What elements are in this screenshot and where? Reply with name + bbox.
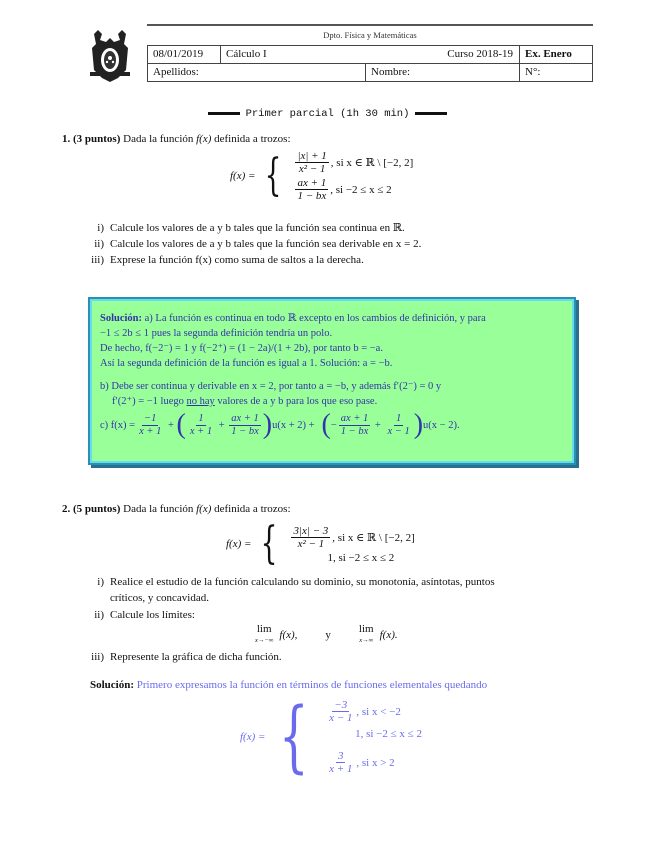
fraction-numerator: |x| + 1	[297, 150, 327, 162]
statement-text: definida a trozos:	[214, 133, 291, 145]
item-text: Exprese la función f(x) como suma de saltos a la derecha.	[110, 254, 364, 266]
item-label: i)	[97, 576, 104, 588]
function-cases	[325, 699, 422, 775]
left-brace: {	[261, 518, 278, 569]
department-name: Dpto. Física y Matemáticas	[323, 30, 417, 40]
fraction-denominator: x² − 1	[298, 163, 326, 175]
solution-a-line-4: Así la segunda definición de la función es igual a 1. Solución: a = −b.	[100, 358, 393, 369]
fraction-denominator: x − 1	[387, 425, 410, 437]
solution-c-formula: c) f(x) = $\frac{-1}{x + 1}$ + ( $\frac{1}{x + 1}$ + $\frac{ax + 1}{1 - bx}$ ) u(x + 2) + ( − $\frac{ax + 1}{1 - bx}$ + $\frac{1}{x - 1}$ ) u(x − 2).	[100, 409, 460, 440]
case-condition: , si x ∈ ℝ \ [−2, 2]	[332, 531, 415, 544]
section-title-bar-right	[415, 112, 447, 115]
item-label: i)	[97, 222, 104, 234]
item-label: ii)	[94, 238, 104, 250]
problem-2-statement	[62, 502, 291, 517]
statement-text: Dada la función	[123, 503, 194, 515]
problem-item	[80, 252, 580, 268]
subject-course-cell	[221, 46, 520, 64]
problem-item	[80, 574, 580, 590]
problem-1-function	[230, 150, 413, 202]
fraction-numerator: −3	[334, 699, 348, 711]
problem-2-function	[226, 518, 415, 569]
problem-2-number: 2.	[62, 503, 71, 515]
solution-b-line-1: b) Debe ser continua y derivable en x = 2, por tanto a = −b, y además f′(2⁻) = 0 y	[100, 381, 442, 392]
university-crest-logo	[88, 30, 132, 82]
fraction-denominator: x + 1	[329, 763, 353, 775]
problem-1-statement	[62, 132, 291, 147]
problem-item-continuation	[80, 590, 580, 606]
statement-fx: f(x)	[196, 133, 212, 145]
lim-function: f(x).	[379, 629, 398, 641]
function-case-1	[325, 699, 422, 724]
header-rule	[147, 24, 593, 26]
problem-2-solution-intro	[90, 679, 487, 691]
limit-2	[359, 624, 374, 646]
fraction-numerator: ax + 1	[231, 412, 259, 424]
item-label: iii)	[91, 651, 104, 663]
function-lhs: f(x) =	[230, 170, 256, 182]
problem-2-points: (5 puntos)	[73, 503, 121, 515]
item-text: críticos, y concavidad.	[110, 592, 209, 604]
student-number-field[interactable]: N°:	[520, 64, 593, 82]
solution-b-line-2	[100, 394, 564, 409]
function-case-1	[293, 150, 413, 175]
section-title	[0, 108, 655, 120]
solution-label: Solución:	[100, 313, 143, 324]
underlined-text: no hay	[186, 396, 215, 407]
exam-header-table	[147, 45, 593, 82]
solution-text: a) La función es continua en todo ℝ excepto en los cambios de definición, y para	[144, 313, 486, 324]
problem-1-solution-box	[88, 297, 576, 465]
statement-fx: f(x)	[196, 503, 212, 515]
fraction-numerator: −1	[144, 412, 157, 424]
fraction-denominator: x − 1	[329, 712, 353, 724]
case-condition: , si x > 2	[356, 756, 395, 769]
problem-item	[80, 649, 580, 665]
fraction-denominator: 1 − bx	[340, 425, 369, 437]
function-cases	[293, 150, 413, 202]
item-label: ii)	[94, 609, 104, 621]
step-function-term: u(x + 2) +	[272, 419, 315, 431]
function-lhs: f(x) =	[226, 538, 252, 550]
problem-item	[80, 220, 580, 236]
function-case-1	[289, 525, 414, 550]
fraction-denominator: x² − 1	[297, 537, 325, 550]
left-brace: {	[279, 692, 310, 782]
function-cases	[289, 525, 414, 564]
statement-text: Dada la función	[123, 133, 194, 145]
connector-text: y	[325, 629, 331, 641]
name-field[interactable]: Nombre:	[366, 64, 520, 82]
item-label: iii)	[91, 254, 104, 266]
item-text: Calcule los límites:	[110, 609, 195, 621]
case-condition: , si x < −2	[356, 705, 401, 718]
exam-session: Ex. Enero	[520, 46, 593, 64]
lim-subscript: x→−∞	[255, 637, 274, 644]
problem-2-solution-function	[240, 692, 422, 782]
lim-function: f(x),	[279, 629, 298, 641]
fraction-numerator: 3|x| − 3	[293, 524, 329, 537]
left-brace: {	[265, 150, 282, 201]
solution-a-line-2: −1 ≤ 2b ≤ 1 pues la segunda definición tendría un polo.	[100, 328, 333, 339]
problem-1-number: 1.	[62, 133, 71, 145]
limits-formula	[80, 623, 580, 647]
fraction-denominator: x + 1	[189, 425, 213, 437]
problem-1-points: (3 puntos)	[73, 133, 121, 145]
statement-text: definida a trozos:	[214, 503, 291, 515]
fraction-numerator: 1	[198, 412, 204, 424]
step-function-term: u(x − 2).	[423, 419, 460, 431]
fraction-denominator: 1 − bx	[297, 190, 327, 202]
section-title-bar-left	[208, 112, 240, 115]
fraction-numerator: ax + 1	[297, 177, 327, 189]
problem-item	[80, 607, 580, 623]
fraction-denominator: 1 − bx	[231, 425, 259, 437]
exam-date: 08/01/2019	[148, 46, 221, 64]
fraction-numerator: ax + 1	[340, 412, 369, 424]
lim-operator: lim	[358, 623, 374, 635]
function-case-2	[293, 177, 413, 202]
surname-field[interactable]: Apellidos:	[148, 64, 366, 82]
solution-a-line-1	[100, 311, 564, 326]
fraction-numerator: 3	[337, 750, 344, 762]
lim-operator: lim	[256, 623, 272, 635]
solution-text: f′(2⁺) = −1 luego	[112, 396, 184, 407]
item-text: Calcule los valores de a y b tales que la función sea derivable en x = 2.	[110, 238, 422, 250]
fraction-denominator: x + 1	[139, 425, 162, 437]
item-text: Realice el estudio de la función calculando su dominio, su monotonía, asíntotas, puntos	[110, 576, 495, 588]
formula-prefix: c) f(x) =	[100, 419, 136, 431]
course-year: Curso 2018-19	[447, 48, 513, 60]
problem-1-items	[80, 220, 580, 268]
solution-a-line-3: De hecho, f(−2⁻) = 1 y f(−2⁺) = (1 − 2a)/(1 + 2b), por tanto b = −a.	[100, 343, 383, 354]
function-case-2: 1, si −2 ≤ x ≤ 2	[327, 551, 395, 564]
solution-text: valores de a y b para los que eso pase.	[217, 396, 378, 407]
case-condition: , si −2 ≤ x ≤ 2	[330, 183, 392, 196]
section-title-text: Primer parcial (1h 30 min)	[245, 108, 410, 120]
case-condition: , si x ∈ ℝ \ [−2, 2]	[330, 157, 414, 169]
solution-label: Solución:	[90, 679, 135, 691]
lim-subscript: x→∞	[359, 637, 374, 644]
problem-2-items	[80, 574, 580, 665]
function-case-3	[325, 750, 422, 775]
function-lhs: f(x) =	[240, 731, 266, 743]
item-text: Represente la gráfica de dicha función.	[110, 651, 282, 663]
subject-name: Cálculo I	[226, 48, 267, 60]
problem-item	[80, 236, 580, 252]
solution-text: Primero expresamos la función en términos de funciones elementales quedando	[136, 679, 488, 691]
item-text: Calcule los valores de a y b tales que la función sea continua en ℝ.	[110, 222, 405, 234]
fraction-numerator: 1	[395, 412, 402, 424]
function-case-2: 1, si −2 ≤ x ≤ 2	[355, 728, 422, 740]
limit-1	[255, 624, 273, 646]
